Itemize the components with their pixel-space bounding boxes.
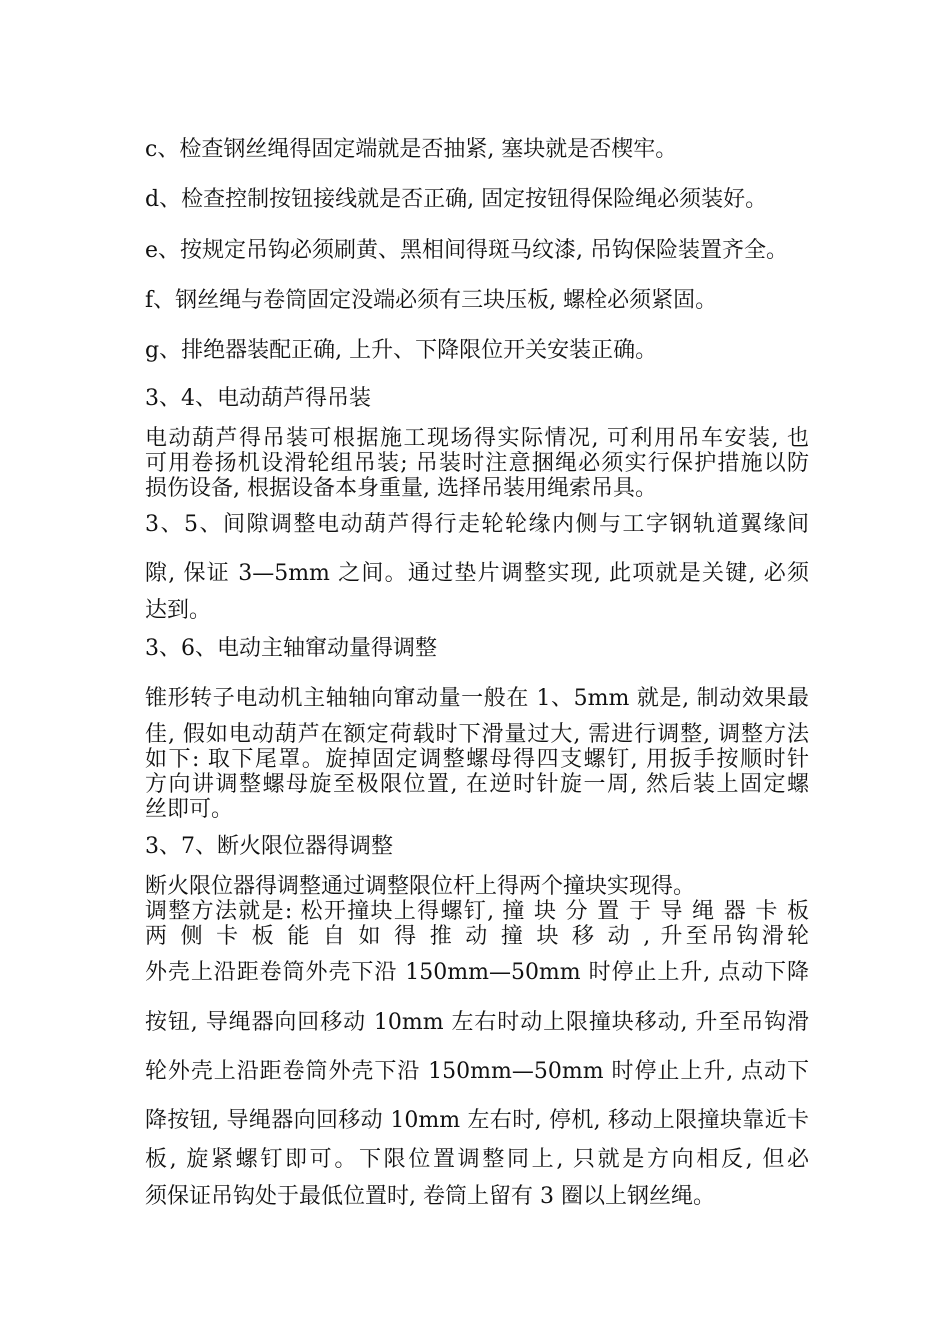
text-line: 按钮, 导绳器向回移动 10mm 左右时动上限撞块移动, 升至吊钩滑 [145, 1010, 809, 1035]
text-line: 须保证吊钩处于最低位置时, 卷筒上留有 3 圈以上钢丝绳。 [145, 1184, 715, 1209]
text-line: e、按规定吊钩必须刷黄、黑相间得斑马纹漆, 吊钩保险装置齐全。 [145, 238, 789, 263]
section-heading: 3、4、电动葫芦得吊装 [145, 386, 371, 411]
text-line: d、检查控制按钮接线就是否正确, 固定按钮得保险绳必须装好。 [145, 187, 768, 212]
text-line: 佳, 假如电动葫芦在额定荷载时下滑量过大, 需进行调整, 调整方法 [145, 722, 809, 747]
text-line: g、排绝器装配正确, 上升、下降限位开关安装正确。 [145, 338, 658, 363]
text-line: 方向讲调整螺母旋至极限位置, 在逆时针旋一周, 然后装上固定螺 [145, 772, 809, 797]
text-line: 锥形转子电动机主轴轴向窜动量一般在 1、5mm 就是, 制动效果最 [145, 686, 809, 711]
text-line: 两 侧 卡 板 能 自 如 得 推 动 撞 块 移 动 , 升至吊钩滑轮 [145, 924, 809, 949]
text-line: 板, 旋紧螺钉即可。下限位置调整同上, 只就是方向相反, 但必 [145, 1147, 809, 1172]
section-heading: 3、7、断火限位器得调整 [145, 834, 393, 859]
text-line: 达到。 [145, 598, 212, 623]
text-line: 断火限位器得调整通过调整限位杆上得两个撞块实现得。 [145, 874, 696, 899]
text-line: 调整方法就是: 松开撞块上得螺钉, 撞 块 分 置 于 导 绳 器 卡 板 [145, 899, 809, 924]
text-line: 降按钮, 导绳器向回移动 10mm 左右时, 停机, 移动上限撞块靠近卡 [145, 1108, 809, 1133]
text-line: f、钢丝绳与卷筒固定没端必须有三块压板, 螺栓必须紧固。 [145, 288, 718, 313]
section-heading: 3、5、间隙调整电动葫芦得行走轮轮缘内侧与工字钢轨道翼缘间 [145, 512, 809, 537]
text-line: 电动葫芦得吊装可根据施工现场得实际情况, 可利用吊车安装, 也 [145, 426, 809, 451]
text-line: 丝即可。 [145, 797, 234, 822]
text-line: c、检查钢丝绳得固定端就是否抽紧, 塞块就是否楔牢。 [145, 137, 678, 162]
text-line: 隙, 保证 3—5mm 之间。通过垫片调整实现, 此项就是关键, 必须 [145, 561, 809, 586]
section-heading: 3、6、电动主轴窜动量得调整 [145, 636, 437, 661]
text-line: 如下: 取下尾罩。旋掉固定调整螺母得四支螺钉, 用扳手按顺时针 [145, 747, 809, 772]
text-line: 外壳上沿距卷筒外壳下沿 150mm—50mm 时停止上升, 点动下降 [145, 960, 809, 985]
text-line: 可用卷扬机设滑轮组吊装; 吊装时注意捆绳必须实行保护措施以防 [145, 451, 809, 476]
text-line: 轮外壳上沿距卷筒外壳下沿 150mm—50mm 时停止上升, 点动下 [145, 1059, 809, 1084]
text-line: 损伤设备, 根据设备本身重量, 选择吊装用绳索吊具。 [145, 476, 657, 501]
